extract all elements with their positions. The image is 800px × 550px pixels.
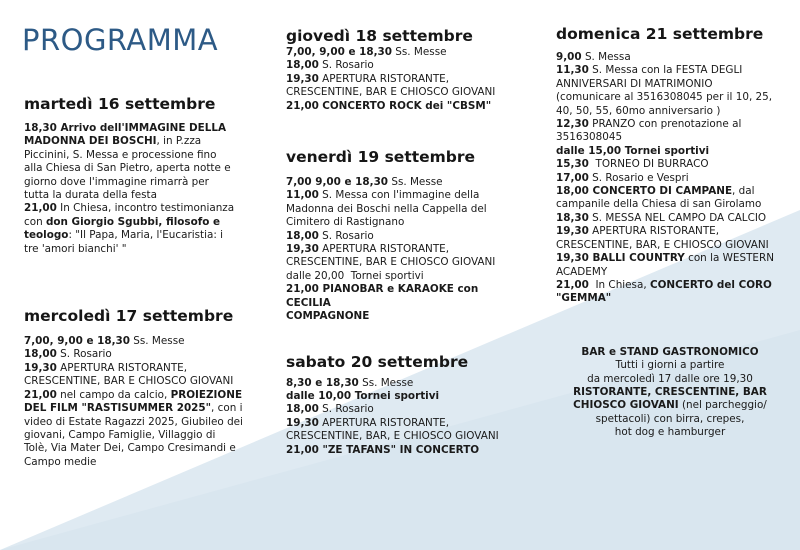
program-line xyxy=(286,46,518,59)
program-line xyxy=(286,73,518,86)
program-line xyxy=(556,172,784,185)
program-line-text: Campo medie xyxy=(24,455,97,468)
program-line xyxy=(556,239,784,252)
program-line xyxy=(286,243,518,256)
program-line-text: TORNEO DI BURRACO xyxy=(588,158,709,171)
program-line-bold: 18,00 CONCERTO DI CAMPANE xyxy=(556,185,733,198)
day-body-friday xyxy=(286,176,518,323)
program-line-text: Tolè, Via Mater Dei, Campo Cresimandi e xyxy=(24,442,236,455)
program-line xyxy=(24,135,256,148)
program-line xyxy=(556,185,784,198)
program-line-text: PRANZO con prenotazione al xyxy=(588,118,742,131)
program-line xyxy=(24,202,256,215)
program-line-text: S. Rosario e Vespri xyxy=(588,171,689,184)
program-line-bold: 21,00 xyxy=(24,388,57,401)
program-line-text: , dal xyxy=(732,185,755,198)
program-line-text: S. Messa xyxy=(581,51,631,63)
day-title-wednesday: mercoledì 17 settembre xyxy=(24,307,234,326)
program-line-text: 40, 50, 55, 60mo anniversario ) xyxy=(556,104,721,117)
day-title-thursday: giovedì 18 settembre xyxy=(286,27,473,45)
program-line xyxy=(24,362,256,375)
program-line xyxy=(556,198,784,211)
program-line-text: APERTURA RISTORANTE, xyxy=(588,225,720,238)
program-line xyxy=(556,158,784,171)
program-line xyxy=(556,266,784,279)
program-line-bold: 19,30 BALLI COUNTRY xyxy=(556,252,685,265)
program-line-text: 3516308045 xyxy=(556,131,623,144)
program-line-bold: don Giorgio Sgubbi, filosofo e xyxy=(45,215,221,228)
program-line xyxy=(24,348,256,361)
program-line xyxy=(24,389,256,402)
program-line-text: ACADEMY xyxy=(556,265,608,278)
food-stand-info xyxy=(556,346,784,440)
program-line xyxy=(556,413,784,426)
program-line-text: dalle 20,00 Tornei sportivi xyxy=(286,269,424,282)
program-line xyxy=(286,283,518,310)
program-line-bold: BAR e STAND GASTRONOMICO xyxy=(581,345,759,358)
program-line-text: Ss. Messe xyxy=(130,335,185,348)
program-line-text: tre 'amori bianchi' " xyxy=(24,242,127,255)
program-line-text: nel campo da calcio, xyxy=(56,388,171,401)
program-line-text: hot dog e hamburger xyxy=(614,426,726,439)
program-line-bold: dalle 15,00 Tornei sportivi xyxy=(556,144,710,157)
program-line-bold: 19,30 xyxy=(286,243,319,256)
program-line-text: APERTURA RISTORANTE, xyxy=(56,361,188,374)
program-line-bold: DEL FILM "RASTISUMMER 2025" xyxy=(24,402,212,415)
program-line-text: CRESCENTINE, BAR, E CHIOSCO GIOVANI xyxy=(556,238,769,251)
program-line-text: S. Rosario xyxy=(318,229,374,242)
day-body-tuesday xyxy=(24,122,256,256)
program-line xyxy=(556,292,784,305)
program-line-bold: "GEMMA" xyxy=(556,292,612,305)
program-line-bold: 18,00 xyxy=(24,348,57,361)
program-line xyxy=(556,91,784,104)
program-line xyxy=(556,279,784,292)
day-title-tuesday: martedì 16 settembre xyxy=(24,95,216,113)
program-line-bold: 21,00 PIANOBAR e KARAOKE con CECILIA xyxy=(286,283,479,309)
program-line xyxy=(286,100,518,113)
program-line xyxy=(24,162,256,175)
program-line-bold: 12,30 xyxy=(556,118,589,131)
program-line xyxy=(556,386,784,399)
program-line-text: con xyxy=(24,215,46,228)
program-line-text: : "Il Papa, Maria, l'Eucaristia: i xyxy=(68,229,224,242)
program-line-text: video di Estate Ragazzi 2025, Giubileo dei xyxy=(24,415,243,428)
program-line-text: con la WESTERN xyxy=(684,252,774,265)
program-line-bold: COMPAGNONE xyxy=(286,310,370,323)
program-line xyxy=(556,426,784,439)
program-line xyxy=(556,131,784,144)
program-line xyxy=(286,417,518,430)
program-line-bold: 18,30 xyxy=(556,211,589,224)
program-line xyxy=(24,229,256,242)
program-line-text: tutta la durata della festa xyxy=(24,189,157,202)
program-line-text: campanile della Chiesa di san Girolamo xyxy=(556,198,762,211)
program-line-text: S. MESSA NEL CAMPO DA CALCIO xyxy=(588,211,767,224)
program-line xyxy=(556,252,784,265)
program-line-text: APERTURA RISTORANTE, xyxy=(318,243,450,256)
program-line-bold: CHIOSCO GIOVANI xyxy=(573,399,679,412)
program-line-text: S. Messa con la FESTA DEGLI xyxy=(588,64,743,77)
program-line-bold: 7,00, 9,00 e 18,30 xyxy=(24,335,130,348)
program-line-bold: 9,00 xyxy=(556,51,582,63)
program-line xyxy=(24,122,256,135)
program-line xyxy=(24,456,256,469)
column-right xyxy=(556,24,784,440)
program-line-text: APERTURA RISTORANTE, xyxy=(318,416,450,429)
program-line-text: giorno dove l'immagine rimarrà per xyxy=(24,175,209,188)
program-line xyxy=(286,430,518,443)
program-line xyxy=(556,51,784,64)
program-line xyxy=(286,256,518,269)
day-body-thursday xyxy=(286,46,518,113)
program-line xyxy=(556,373,784,386)
program-line-bold: 19,30 xyxy=(24,361,57,374)
program-line-text: Ss. Messe xyxy=(392,46,447,58)
day-body-wednesday xyxy=(24,335,256,469)
program-line-text: S. Messa con l'immagine della xyxy=(318,189,480,202)
program-line-text: S. Rosario xyxy=(56,348,112,361)
program-line xyxy=(556,225,784,238)
program-line xyxy=(286,270,518,283)
program-line-bold: 18,00 xyxy=(286,229,319,242)
program-line-text: Ss. Messe xyxy=(388,176,443,189)
program-line xyxy=(24,189,256,202)
program-line-bold: 18,00 xyxy=(286,59,319,72)
program-line-text: CRESCENTINE, BAR, E CHIOSCO GIOVANI xyxy=(286,430,499,443)
program-line-text: giovani, Campo Famiglie, Villaggio di xyxy=(24,428,216,441)
program-line-text: Cimitero di Rastignano xyxy=(286,216,405,229)
program-line-bold: 18,00 xyxy=(286,403,319,416)
program-line-bold: 19,30 xyxy=(286,72,319,85)
program-line xyxy=(24,335,256,348)
day-title-sunday: domenica 21 settembre xyxy=(556,25,764,43)
day-title-saturday: sabato 20 settembre xyxy=(286,352,469,371)
program-line-text: , con i xyxy=(211,402,243,415)
program-line-bold: 11,30 xyxy=(556,64,589,77)
program-line xyxy=(556,399,784,412)
program-line xyxy=(286,403,518,416)
program-line xyxy=(286,189,518,202)
program-line xyxy=(556,64,784,77)
program-line-text: da mercoledì 17 dalle ore 19,30 xyxy=(587,372,753,385)
program-line-text: S. Rosario xyxy=(318,59,374,72)
program-line-bold: CONCERTO del CORO xyxy=(649,278,772,291)
program-line xyxy=(24,429,256,442)
program-line xyxy=(286,59,518,72)
program-line xyxy=(556,346,784,359)
program-line-text: APERTURA RISTORANTE, xyxy=(318,72,450,85)
program-line xyxy=(24,416,256,429)
program-line-text: CRESCENTINE, BAR E CHIOSCO GIOVANI xyxy=(24,375,234,388)
program-line-bold: 21,00 xyxy=(24,202,57,215)
program-line-text: CRESCENTINE, BAR E CHIOSCO GIOVANI xyxy=(286,86,496,99)
program-line xyxy=(286,86,518,99)
program-line-text: , in P.zza xyxy=(156,135,202,148)
program-line-text: CRESCENTINE, BAR E CHIOSCO GIOVANI xyxy=(286,256,496,269)
program-line xyxy=(286,203,518,216)
page-title: PROGRAMMA xyxy=(22,23,219,57)
program-line-bold: 18,30 Arrivo dell'IMMAGINE DELLA xyxy=(24,122,227,134)
program-line xyxy=(24,149,256,162)
program-line-text: In Chiesa, incontro testimonianza xyxy=(56,202,235,215)
program-line xyxy=(24,402,256,415)
program-line xyxy=(24,216,256,229)
program-line-bold: 17,00 xyxy=(556,171,589,184)
program-line-text: spettacoli) con birra, crepes, xyxy=(595,412,745,425)
program-line-bold: 15,30 xyxy=(556,158,589,171)
program-line xyxy=(286,377,518,390)
program-line-text: Madonna dei Boschi nella Cappella del xyxy=(286,202,487,215)
program-line-bold: 11,00 xyxy=(286,189,319,202)
program-line-bold: CONCERTO ROCK dei "CBSM" xyxy=(322,99,492,112)
day-body-sunday xyxy=(556,51,784,306)
program-line xyxy=(556,105,784,118)
program-line-bold: RISTORANTE, CRESCENTINE, BAR xyxy=(573,385,767,398)
program-line-bold: PROIEZIONE xyxy=(170,388,243,401)
program-line-bold: 19,30 xyxy=(556,225,589,238)
program-line-bold: 21,00 "ZE TAFANS" IN CONCERTO xyxy=(286,443,480,456)
program-line xyxy=(286,176,518,189)
program-line xyxy=(286,310,518,323)
program-line xyxy=(556,145,784,158)
program-line-text: ANNIVERSARI DI MATRIMONIO xyxy=(556,77,713,90)
program-line xyxy=(286,230,518,243)
program-line-bold: 19,30 xyxy=(286,416,319,429)
program-line-bold: MADONNA DEI BOSCHI xyxy=(24,135,157,148)
program-line-text: (comunicare al 3516308045 per il 10, 25, xyxy=(556,91,773,104)
program-line xyxy=(556,212,784,225)
column-left xyxy=(24,24,256,469)
program-line xyxy=(24,176,256,189)
program-line-bold: 7,00, 9,00 e 18,30 xyxy=(286,46,392,58)
program-line-text: Piccinini, S. Messa e processione fino xyxy=(24,148,217,161)
day-title-friday: venerdì 19 settembre xyxy=(286,148,476,167)
program-line-text: (nel parcheggio/ xyxy=(678,399,767,412)
program-line xyxy=(24,442,256,455)
program-line xyxy=(556,118,784,131)
program-line-bold: 21,00 xyxy=(286,99,319,112)
program-line-text: alla Chiesa di San Pietro, aperta notte e xyxy=(24,162,231,175)
program-line-text: Ss. Messe xyxy=(358,376,414,389)
program-line-bold: 8,30 e 18,30 xyxy=(286,376,359,389)
program-line xyxy=(556,359,784,372)
program-line-text: Tutti i giorni a partire xyxy=(615,359,725,372)
program-line xyxy=(286,444,518,457)
program-line-bold: 21,00 xyxy=(556,278,589,291)
column-middle xyxy=(286,26,518,457)
program-line-bold: 7,00 9,00 e 18,30 xyxy=(286,176,389,189)
program-line-text: S. Rosario xyxy=(318,403,374,416)
day-body-saturday xyxy=(286,377,518,457)
program-line-bold: dalle 10,00 Tornei sportivi xyxy=(286,389,440,402)
program-line xyxy=(24,243,256,256)
program-line xyxy=(286,216,518,229)
program-line xyxy=(556,78,784,91)
program-line xyxy=(286,390,518,403)
program-line xyxy=(24,375,256,388)
program-line-bold: teologo xyxy=(24,229,69,242)
program-line-text: In Chiesa, xyxy=(588,278,650,291)
